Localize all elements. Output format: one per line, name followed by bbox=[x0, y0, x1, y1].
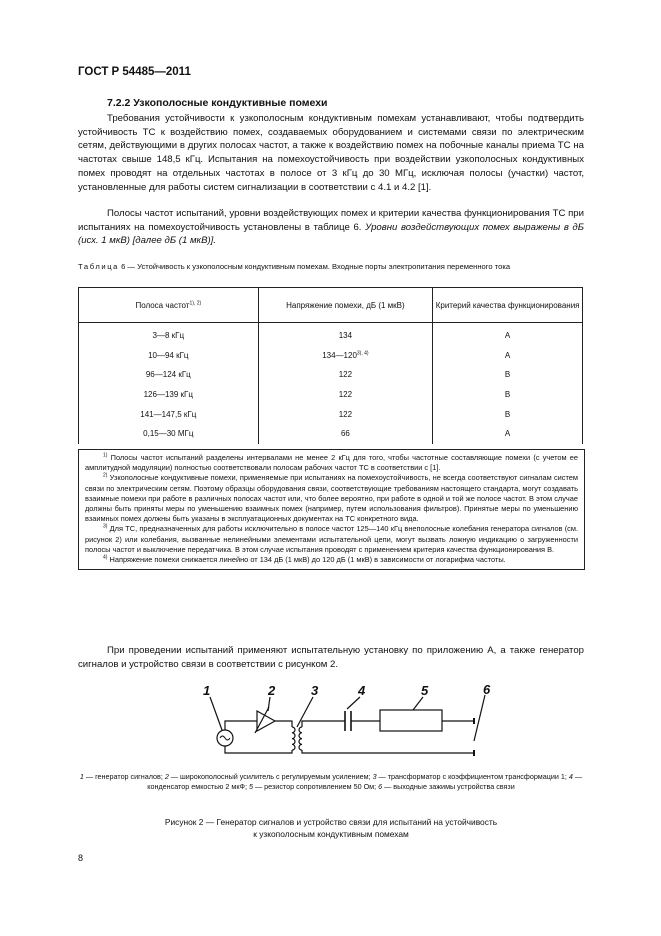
cell-criterion: А bbox=[433, 424, 583, 444]
paragraph-test-bands-italic: Уровни воздействующих помех выражены в дБ (исх. 1 мкВ) [далее дБ (1 мкВ)]. bbox=[78, 221, 584, 247]
figure-caption bbox=[78, 817, 584, 840]
header-band-sup: 1), 2) bbox=[189, 299, 202, 306]
figure-label-1: 1 bbox=[203, 683, 211, 698]
cell-voltage bbox=[258, 346, 433, 366]
cell-criterion: В bbox=[433, 385, 583, 405]
cell-criterion: А bbox=[433, 323, 583, 346]
wire-generator-ground bbox=[225, 746, 292, 753]
cell-voltage bbox=[258, 424, 433, 444]
cell-voltage bbox=[258, 385, 433, 405]
footnote-text: Для ТС, предназначенных для работы исключительно в полосе частот 125—140 кГц внеполосные колебания генератора сигналов (см. рисунок 2) или колебания, вызванные нелинейными элементами испытательной цепи, могут вызвать ложную индикацию о загруженности полосы частот и выключение передатчика. В этом случае испытания проводят с применением критерия качества функционирования В. bbox=[85, 524, 578, 554]
paragraph-test-bands-text: Полосы частот испытаний, уровни воздействующих помех и критерии качества функционирования ТС при испытаниях на помехоустойчивость установлены в таблице 6. bbox=[78, 208, 584, 233]
cell-band: 96—124 кГц bbox=[79, 365, 259, 385]
cell-band: 141—147,5 кГц bbox=[79, 404, 259, 424]
paragraph-test-setup: При проведении испытаний применяют испытательную установку по приложению А, а также генератор сигналов и устройство связи в соответствии с рисунком 2. bbox=[78, 645, 584, 670]
footnote-mark: 3) bbox=[103, 523, 108, 530]
wire-amplifier-transformer bbox=[275, 721, 292, 727]
cell-voltage-value: 134 bbox=[338, 331, 353, 341]
section-heading bbox=[107, 97, 328, 109]
cell-criterion: В bbox=[433, 365, 583, 385]
table-header-row bbox=[79, 288, 583, 323]
transformer-secondary bbox=[299, 727, 302, 750]
legend-number: 6 bbox=[378, 782, 383, 792]
cell-voltage-value: 66 bbox=[340, 429, 350, 439]
figure-label-2: 2 bbox=[268, 683, 276, 698]
table-row bbox=[79, 424, 583, 444]
footnote-text: Напряжение помехи снижается линейно от 134 дБ (1 мкВ) до 120 дБ (1 мкВ) в зависимости от логарифма частоты. bbox=[107, 555, 506, 565]
leader-6 bbox=[474, 695, 485, 741]
document-header: ГОСТ Р 54485—2011 bbox=[78, 66, 191, 78]
page-number: 8 bbox=[78, 853, 84, 863]
figure-label-5: 5 bbox=[421, 683, 429, 698]
legend-text: — трансформатор с коэффициентом трансформации 1; bbox=[376, 772, 569, 781]
cell-band: 126—139 кГц bbox=[79, 385, 259, 405]
cell-voltage bbox=[258, 323, 433, 346]
immunity-table bbox=[78, 287, 583, 444]
legend-text: — генератор сигналов; bbox=[83, 772, 165, 781]
cell-criterion: А bbox=[433, 346, 583, 366]
footnote-text: Полосы частот испытаний разделены интервалами не менее 2 кГц для того, чтобы частотные составляющие помехи (с учетом ее амплитудной модуляции) полностью соответствовали полосам рабочих частот ТС в соответствии с [1]. bbox=[85, 453, 578, 473]
paragraph-test-bands bbox=[78, 207, 584, 248]
cell-voltage-value: 122 bbox=[338, 370, 353, 380]
coupling-circuit-diagram bbox=[195, 683, 495, 765]
figure-label-3: 3 bbox=[311, 683, 319, 698]
figure-label-6: 6 bbox=[483, 683, 491, 697]
cell-band: 0,15—30 МГц bbox=[79, 424, 259, 444]
legend-text: — конденсатор емкостью 2 мкФ; bbox=[147, 772, 583, 792]
header-voltage: Напряжение помехи, дБ (1 мкВ) bbox=[258, 288, 433, 323]
legend-number: 4 bbox=[568, 772, 573, 781]
figure-caption-line-2: к узкополосным кондуктивным помехам bbox=[253, 828, 409, 839]
leader-1 bbox=[210, 697, 222, 730]
leader-3 bbox=[297, 697, 313, 727]
footnote-text: Узкополосные кондуктивные помехи, применяемые при испытаниях на помехоустойчивость, не всегда соответствуют сигналам систем связи по электрическим сетям. Поэтому образцы оборудования связи, соответствующие требованиям настоящего стандарта, могут создавать взаимные помехи при работе в различных полосах частот или, что более вероятно, при работе в одной и той же полосе частот. В этом случае должны быть приняты меры по уменьшению взаимных помех (например, путем использования фильтров). Принятые меры по уменьшению взаимных помех должны быть указаны в эксплуатационных документах на ТС конкретного вида. bbox=[85, 473, 578, 524]
footnote bbox=[85, 453, 578, 473]
figure-legend bbox=[78, 772, 584, 793]
footnote bbox=[85, 524, 578, 555]
legend-number: 1 bbox=[79, 772, 84, 781]
leader-4 bbox=[347, 697, 360, 709]
cell-voltage-sup: 3), 4) bbox=[356, 350, 369, 357]
legend-text: — широкополосный усилитель с регулируемым усилением; bbox=[168, 772, 373, 781]
wire-generator-amplifier bbox=[225, 721, 257, 730]
cell-voltage-value: 122 bbox=[338, 390, 353, 400]
table-caption bbox=[78, 262, 584, 272]
figure-label-4: 4 bbox=[358, 683, 366, 698]
amplifier-symbol bbox=[257, 711, 275, 731]
figure-caption-line-1: Рисунок 2 — Генератор сигналов и устройство связи для испытаний на устойчивость bbox=[164, 817, 498, 827]
table-caption-word: Таблица bbox=[78, 262, 119, 271]
legend-number: 3 bbox=[372, 772, 377, 781]
table-row bbox=[79, 323, 583, 346]
table-caption-text: 6 — Устойчивость к узкополосным кондуктивным помехам. Входные порты электропитания переменного тока bbox=[118, 262, 511, 271]
header-criterion: Критерий качества функционирования bbox=[433, 288, 583, 323]
section-title: Узкополосные кондуктивные помехи bbox=[133, 97, 328, 109]
legend-text: — выходные зажимы устройства связи bbox=[382, 782, 515, 792]
cell-voltage bbox=[258, 365, 433, 385]
paragraph-requirements: Требования устойчивости к узкополосным кондуктивным помехам устанавливают, чтобы подтвердить устойчивость ТС к воздействию помех, создаваемых оборудованием и системами связи по электрическим сетям, действующими в других полосах частот, а также к воздействию помех на побочные каналы приема ТС на частотах свыше 148,5 кГц. Испытания на помехоустойчивость при воздействии узкополосных кондуктивных помех проводят на отдельных частотах в полосе от 3 кГц до 30 МГц, исключая полосы (участки) частот, установленные для работы систем сигнализации в соответствии с 4.1 и 4.2 [1]. bbox=[78, 113, 584, 193]
table-row bbox=[79, 404, 583, 424]
header-band-text: Полоса частот bbox=[135, 300, 190, 310]
cell-voltage-value: 134—120 bbox=[322, 350, 357, 360]
legend-number: 5 bbox=[248, 782, 253, 792]
footnote-mark: 2) bbox=[103, 472, 108, 479]
section-number: 7.2.2 bbox=[107, 97, 131, 109]
cell-band: 3—8 кГц bbox=[79, 323, 259, 346]
transformer-primary bbox=[292, 727, 295, 750]
legend-number: 2 bbox=[164, 772, 169, 781]
footnote bbox=[85, 473, 578, 524]
cell-band: 10—94 кГц bbox=[79, 346, 259, 366]
wire-transformer-capacitor bbox=[302, 721, 345, 727]
legend-text: — резистор сопротивлением 50 Ом; bbox=[252, 782, 379, 792]
footnote-mark: 1) bbox=[103, 452, 108, 459]
generator-wave bbox=[220, 736, 230, 740]
table-footnotes bbox=[78, 449, 585, 570]
header-band bbox=[79, 288, 259, 323]
table-row bbox=[79, 365, 583, 385]
wire-transformer-output bbox=[302, 750, 474, 753]
cell-voltage bbox=[258, 404, 433, 424]
cell-criterion: В bbox=[433, 404, 583, 424]
footnote-mark: 4) bbox=[103, 554, 108, 561]
resistor-symbol bbox=[380, 710, 442, 731]
footnote bbox=[85, 555, 578, 565]
table-row bbox=[79, 385, 583, 405]
leader-5 bbox=[413, 697, 423, 710]
table-row bbox=[79, 346, 583, 366]
cell-voltage-value: 122 bbox=[338, 409, 353, 419]
